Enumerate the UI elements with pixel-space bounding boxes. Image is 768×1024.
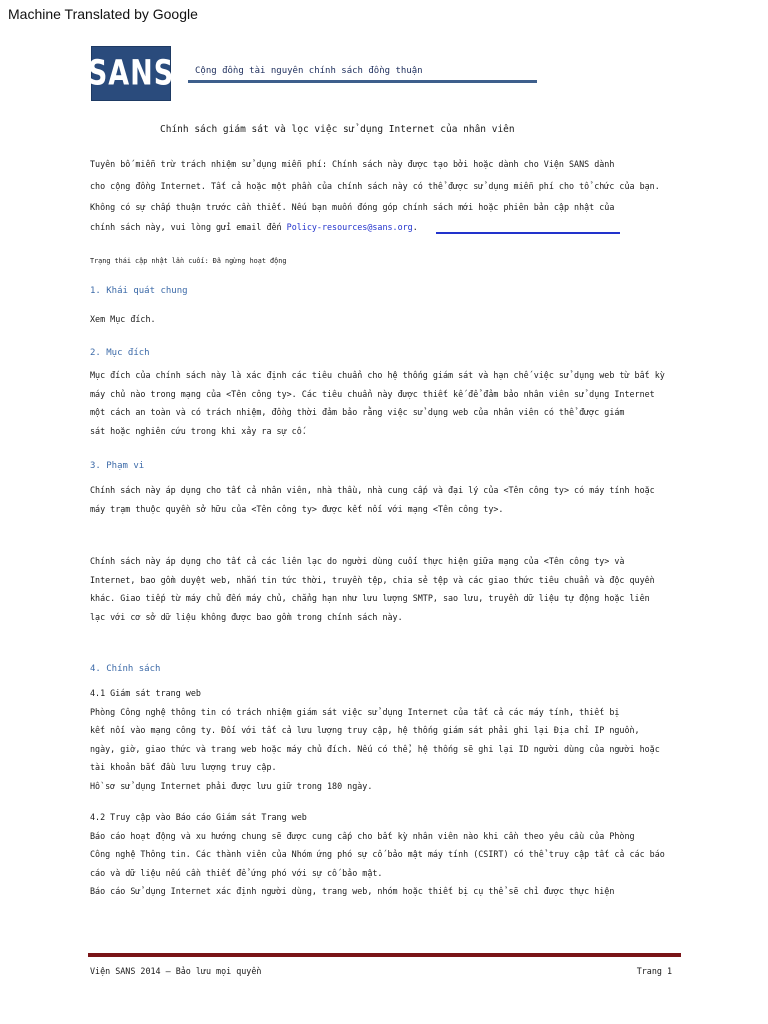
footer-copyright: Viện SANS 2014 – Bảo lưu mọi quyền — [90, 966, 262, 976]
disclaimer-punct: . — [412, 222, 418, 232]
header-rule — [188, 80, 537, 83]
scope-paragraph-2 — [90, 552, 655, 626]
subsection-title: 4.1 Giám sát trang web — [90, 688, 201, 698]
document-title: Chính sách giám sát và lọc việc sử dụng Internet của nhân viên — [160, 124, 515, 135]
disclaimer-line: Không có sự chấp thuận trước cần thiết. Nếu bạn muốn đóng góp chính sách mới hoặc phiên bản cập nhật của — [90, 202, 615, 212]
policy-line: Công nghệ Thông tin. Các thành viên của Nhóm ứng phó sự cố bảo mật máy tính (CSIRT) có thể truy cập tất cả các báo — [90, 849, 665, 859]
policy-line: Hồ sơ sử dụng Internet phải được lưu giữ trong 180 ngày. — [90, 780, 373, 791]
update-status: Trạng thái cập nhật lần cuối: Đã ngừng hoạt động — [90, 257, 287, 265]
disclaimer-line: cho cộng đồng Internet. Tất cả hoặc một phần của chính sách này có thể được sử dụng miễn phí cho tổ chức của bạn. — [90, 181, 660, 191]
purpose-line: một cách an toàn và có trách nhiệm, đồng thời đảm bảo rằng việc sử dụng web của nhân viên có thể được giám — [90, 407, 625, 417]
section-heading-overview: 1. Khái quát chung — [90, 286, 188, 296]
email-link[interactable]: Policy-resources@sans.org — [286, 222, 413, 232]
policy-line: Báo cáo Sử dụng Internet xác định người dùng, trang web, nhóm hoặc thiết bị cụ thể sẽ chỉ được thực hiện — [90, 886, 615, 896]
policy-line: Phòng Công nghệ thông tin có trách nhiệm giám sát việc sử dụng Internet của tất cả các máy tính, thiết bị — [90, 706, 620, 717]
purpose-line: máy chủ nào trong mạng của <Tên công ty>. Các tiêu chuẩn này được thiết kế để đảm bảo nhân viên sử dụng Internet — [90, 388, 655, 399]
purpose-line: sát hoặc nghiên cứu trong khi xảy ra sự cố. — [90, 425, 307, 436]
policy-line: tài khoản bắt đầu lưu lượng truy cập. — [90, 762, 277, 772]
policy-line: Báo cáo hoạt động và xu hướng chung sẽ được cung cấp cho bất kỳ nhân viên nào khi cần theo yêu cầu của Phòng — [90, 830, 635, 841]
sans-logo — [87, 46, 175, 101]
section-heading-scope: 3. Phạm vi — [90, 461, 145, 471]
scope-line: Internet, bao gồm duyệt web, nhắn tin tức thời, truyền tệp, chia sẻ tệp và các giao thức tiêu chuẩn và độc quyền — [90, 574, 655, 585]
disclaimer-line-email — [90, 218, 418, 237]
policy-subsection-4-2 — [90, 808, 665, 901]
policy-line: ngày, giờ, giao thức và trang web hoặc máy chủ đích. Nếu có thể, hệ thống sẽ ghi lại ID người dùng của người hoặc — [90, 743, 660, 754]
disclaimer-line: Tuyên bố miễn trừ trách nhiệm sử dụng miễn phí: Chính sách này được tạo bởi hoặc dành cho Viện SANS dành — [90, 159, 615, 169]
disclaimer-text: chính sách này, vui lòng gửi email đến — [90, 222, 287, 232]
email-underline — [436, 232, 620, 234]
section-heading-purpose: 2. Mục đích — [90, 348, 150, 358]
footer-rule — [88, 953, 681, 957]
logo-text: SANS — [87, 53, 175, 94]
policy-line: kết nối vào mạng công ty. Đối với tất cả lưu lượng truy cập, hệ thống giám sát phải ghi lại Địa chỉ IP nguồn, — [90, 725, 640, 735]
purpose-paragraph — [90, 366, 665, 440]
section-heading-policy: 4. Chính sách — [90, 664, 161, 674]
scope-line: Chính sách này áp dụng cho tất cả các liên lạc do người dùng cuối thực hiện giữa mạng của <Tên công ty> và — [90, 556, 625, 566]
page-number: Trang 1 — [636, 966, 672, 976]
policy-line: cáo và dữ liệu nếu cần thiết để ứng phó với sự cố bảo mật. — [90, 867, 383, 878]
scope-line: Chính sách này áp dụng cho tất cả nhân viên, nhà thầu, nhà cung cấp và đại lý của <Tên công ty> có máy tính hoặc — [90, 485, 655, 495]
scope-line: lạc với cơ sở dữ liệu không được bao gồm trong chính sách này. — [90, 611, 403, 622]
scope-line: khác. Giao tiếp từ máy chủ đến máy chủ, chẳng hạn như lưu lượng SMTP, sao lưu, truyền dữ liệu tự động hoặc liên — [90, 593, 650, 603]
scope-line: máy trạm thuộc quyền sở hữu của <Tên công ty> được kết nối với mạng <Tên công ty>. — [90, 503, 504, 514]
overview-text: Xem Mục đích. — [90, 314, 156, 324]
policy-subsection-4-1 — [90, 684, 660, 795]
machine-translation-banner: Machine Translated by Google — [8, 6, 198, 22]
scope-paragraph-1 — [90, 481, 655, 518]
header-tagline: Cộng đồng tài nguyên chính sách đồng thuận — [195, 66, 423, 76]
subsection-title: 4.2 Truy cập vào Báo cáo Giám sát Trang web — [90, 812, 307, 822]
purpose-line: Mục đích của chính sách này là xác định các tiêu chuẩn cho hệ thống giám sát và hạn chế việc sử dụng web từ bất kỳ — [90, 370, 665, 380]
